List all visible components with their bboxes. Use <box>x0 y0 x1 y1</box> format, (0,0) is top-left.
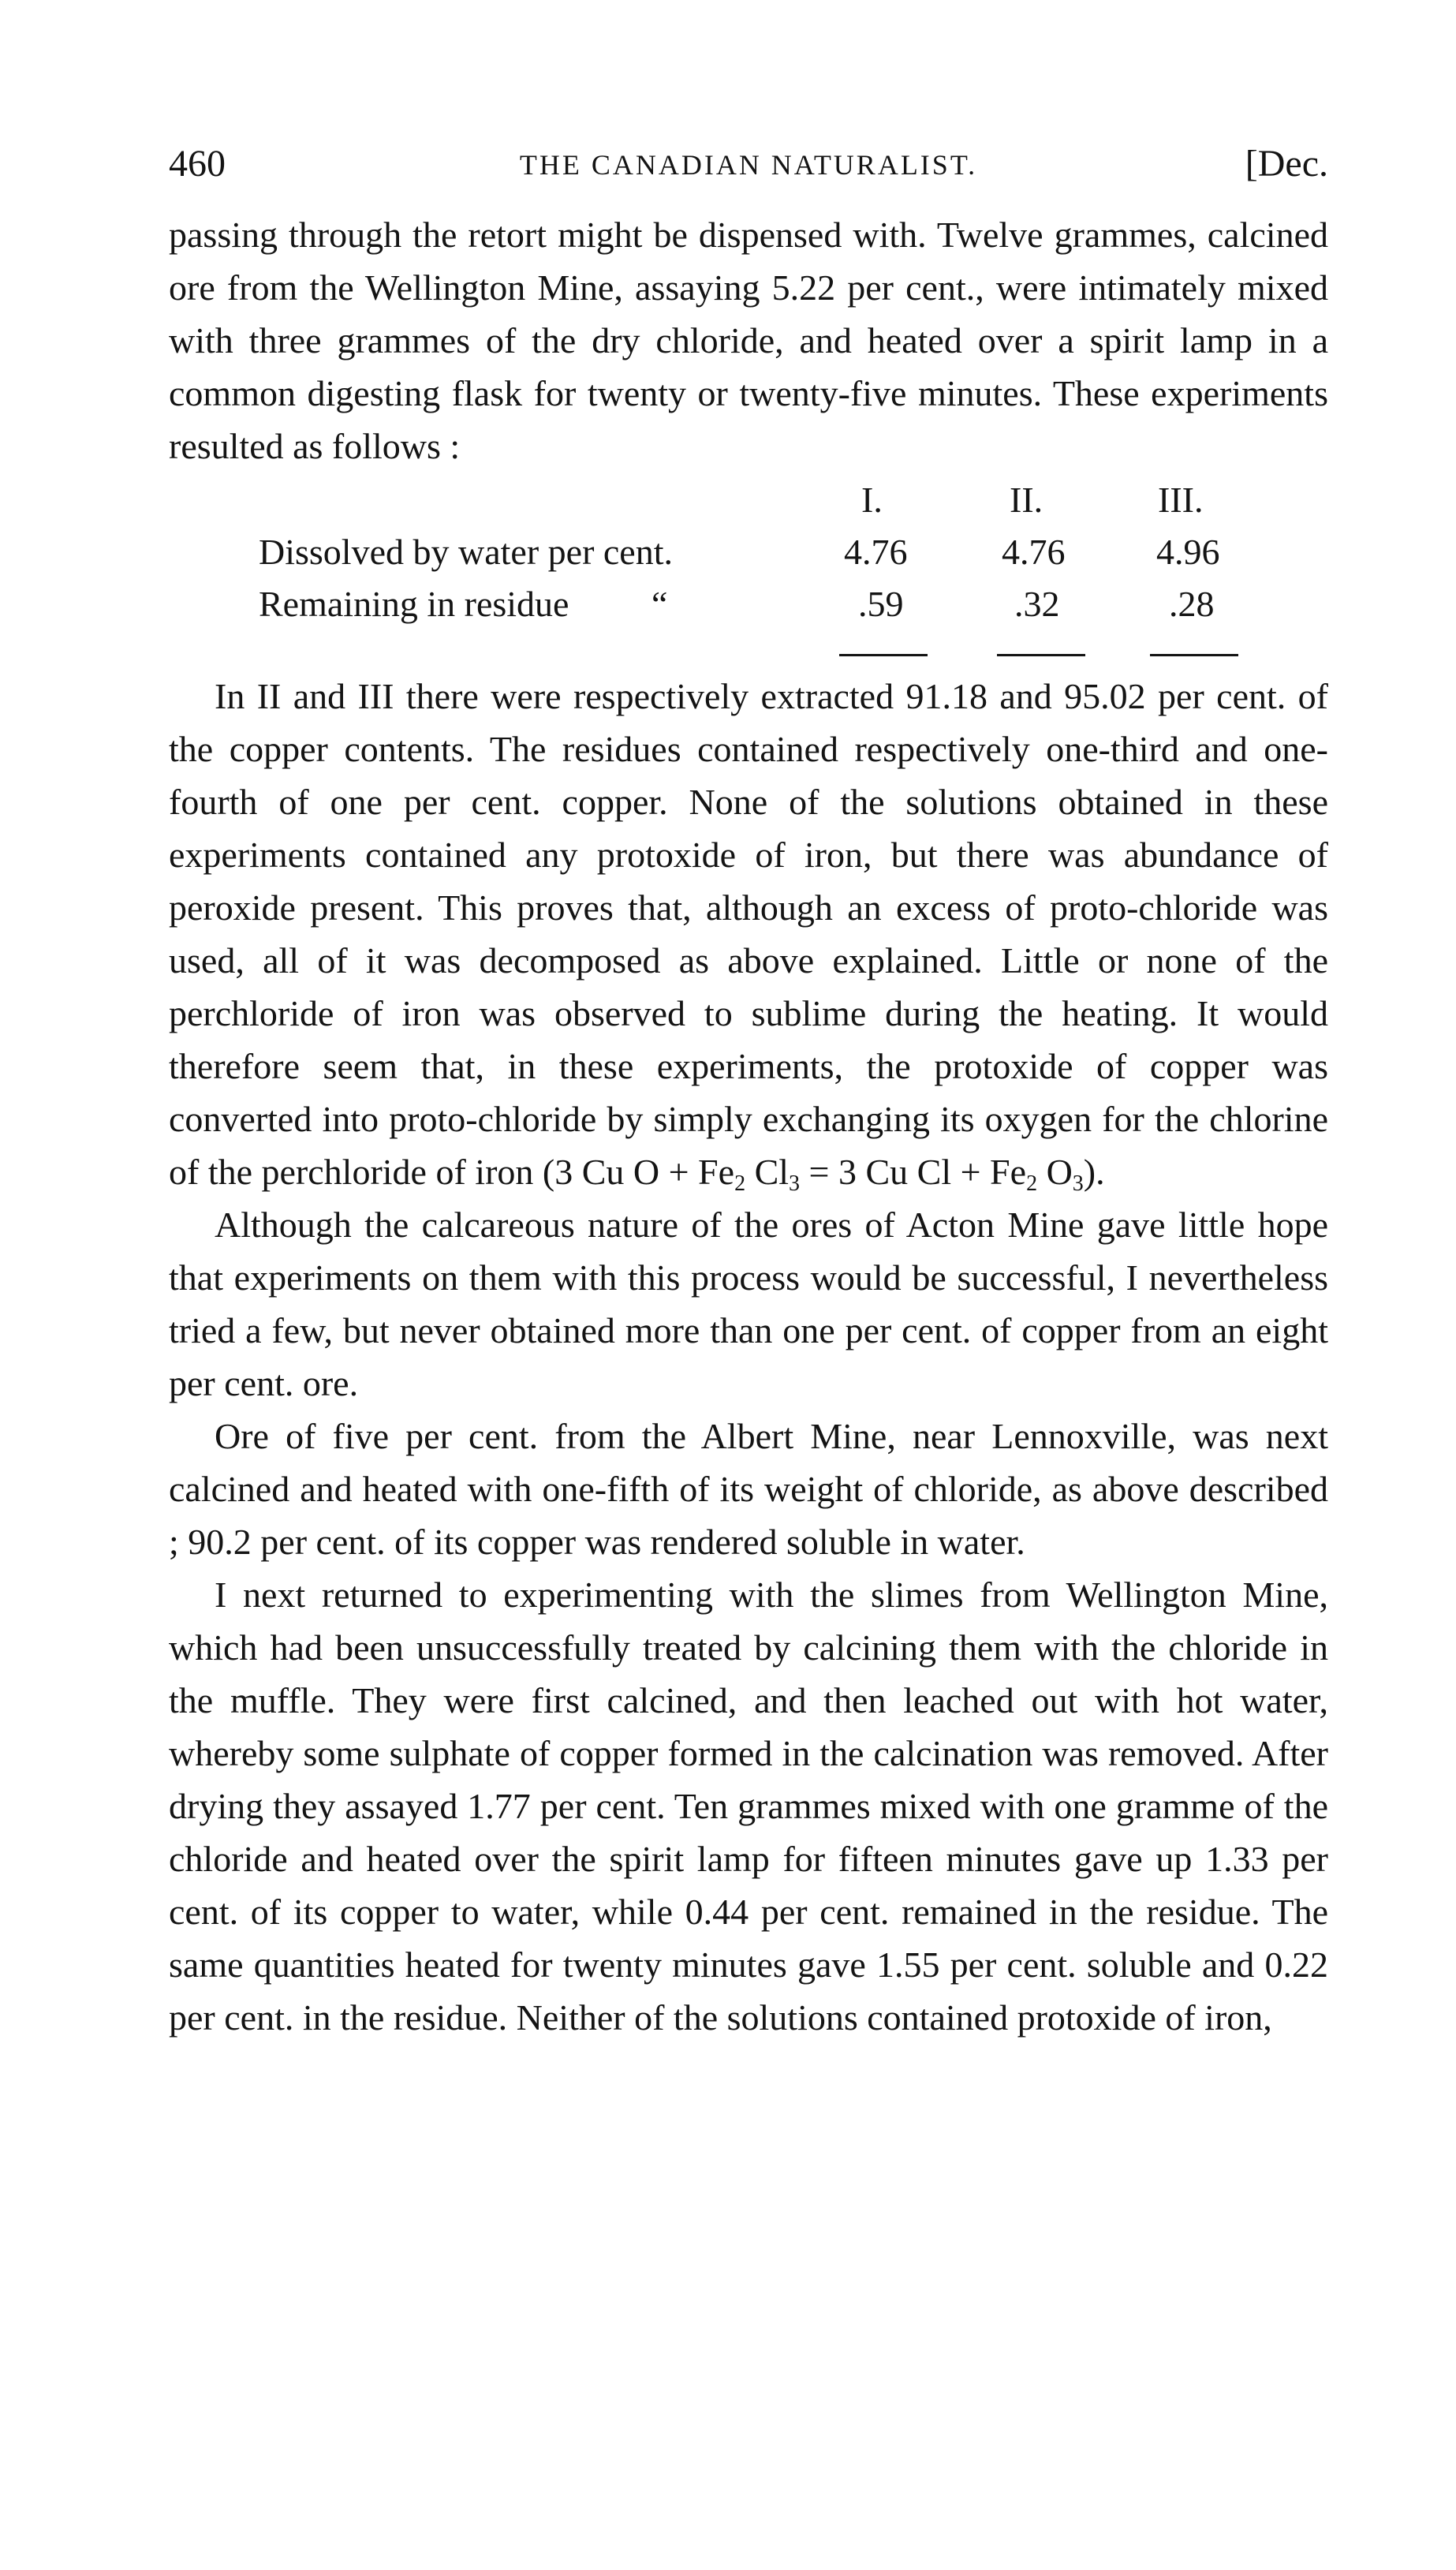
ditto-mark: “ <box>651 584 668 624</box>
page <box>169 134 1328 2044</box>
chemical-equation: (3 Cu $O + Fe_2$ $Cl_3 = 3$ Cu $Cl + Fe_2$ $O_3$). <box>533 1152 1105 1196</box>
paragraph-5: I next returned to experimenting with the slimes from Wellington Mine, which had been unsuccessfully treated by calcining them with the chloride in the muffle. They were first calcined, and then leached out with hot water, whereby some sulphate of copper formed in the calcination was removed. After drying they assayed 1.77 per cent. Ten grammes mixed with one gramme of the chloride and heated over the spirit lamp for fifteen minutes gave up 1.33 per cent. of its copper to water, while 0.44 per cent. remained in the residue. The same quantities heated for twenty minutes gave 1.55 per cent. soluble and 0.22 per cent. in the residue. Neither of the solutions contained protoxide of iron, <box>169 1574 1328 2038</box>
row-label-2: Remaining in residue <box>259 584 569 624</box>
row-label-1: Dissolved by water per cent. <box>259 532 674 572</box>
cell-1-3: 4.96 <box>1156 532 1220 572</box>
col-header-1: I. <box>861 480 883 520</box>
col-header-3: III. <box>1158 480 1204 520</box>
cell-1-2: 4.76 <box>1002 532 1066 572</box>
cell-2-2: .32 <box>1014 584 1060 624</box>
col-header-2: II. <box>1010 480 1043 520</box>
results-table <box>169 473 1328 670</box>
header-date: [Dec. <box>1245 143 1328 185</box>
running-title: THE CANADIAN NATURALIST. <box>519 149 978 181</box>
paragraph-4: Ore of five per cent. from the Albert Mine, near Lennoxville, was next calcined and heated with one-fifth of its weight of chloride, as above described ; 90.2 per cent. of its copper was rendered soluble in water. <box>169 1416 1328 1562</box>
paragraph-3: Although the calcareous nature of the ores of Acton Mine gave little hope that experiments on them with this process would be successful, I nevertheless tried a few, but never obtained more than one per cent. of copper from an eight per cent. ore. <box>169 1205 1328 1403</box>
sum-rule-2 <box>997 654 1085 656</box>
sum-rule-1 <box>839 654 928 656</box>
paragraph-1: passing through the retort might be dispensed with. Twelve grammes, calcined ore from the Wellington Mine, assaying 5.22 per cent., were intimately mixed with three grammes of the dry chloride, and heated over a spirit lamp in a common digesting flask for twenty or twenty-five minutes. These experiments resulted as follows : <box>169 215 1328 466</box>
page-number: 460 <box>169 143 226 185</box>
paragraph-2-text: In II and III there were respectively extracted 91.18 and 95.02 per cent. of the copper contents. The residues contained respectively one-third and one-fourth of one per cent. copper. None of the solutions obtained in these experiments contained any protoxide of iron, but there was abundance of peroxide present. This proves that, although an excess of proto-chloride was used, all of it was decomposed as above explained. Little or none of the perchloride of iron was observed to sublime during the heating. It would therefore seem that, in these experiments, the protoxide of copper was converted into proto-chloride by simply exchanging its oxygen for the chlorine of the perchloride of iron <box>169 676 1328 1192</box>
running-header <box>169 134 1328 197</box>
cell-1-1: 4.76 <box>844 532 908 572</box>
cell-2-3: .28 <box>1169 584 1215 624</box>
cell-2-1: .59 <box>858 584 904 624</box>
paragraph-2 <box>169 670 1328 1198</box>
sum-rule-3 <box>1150 654 1238 656</box>
